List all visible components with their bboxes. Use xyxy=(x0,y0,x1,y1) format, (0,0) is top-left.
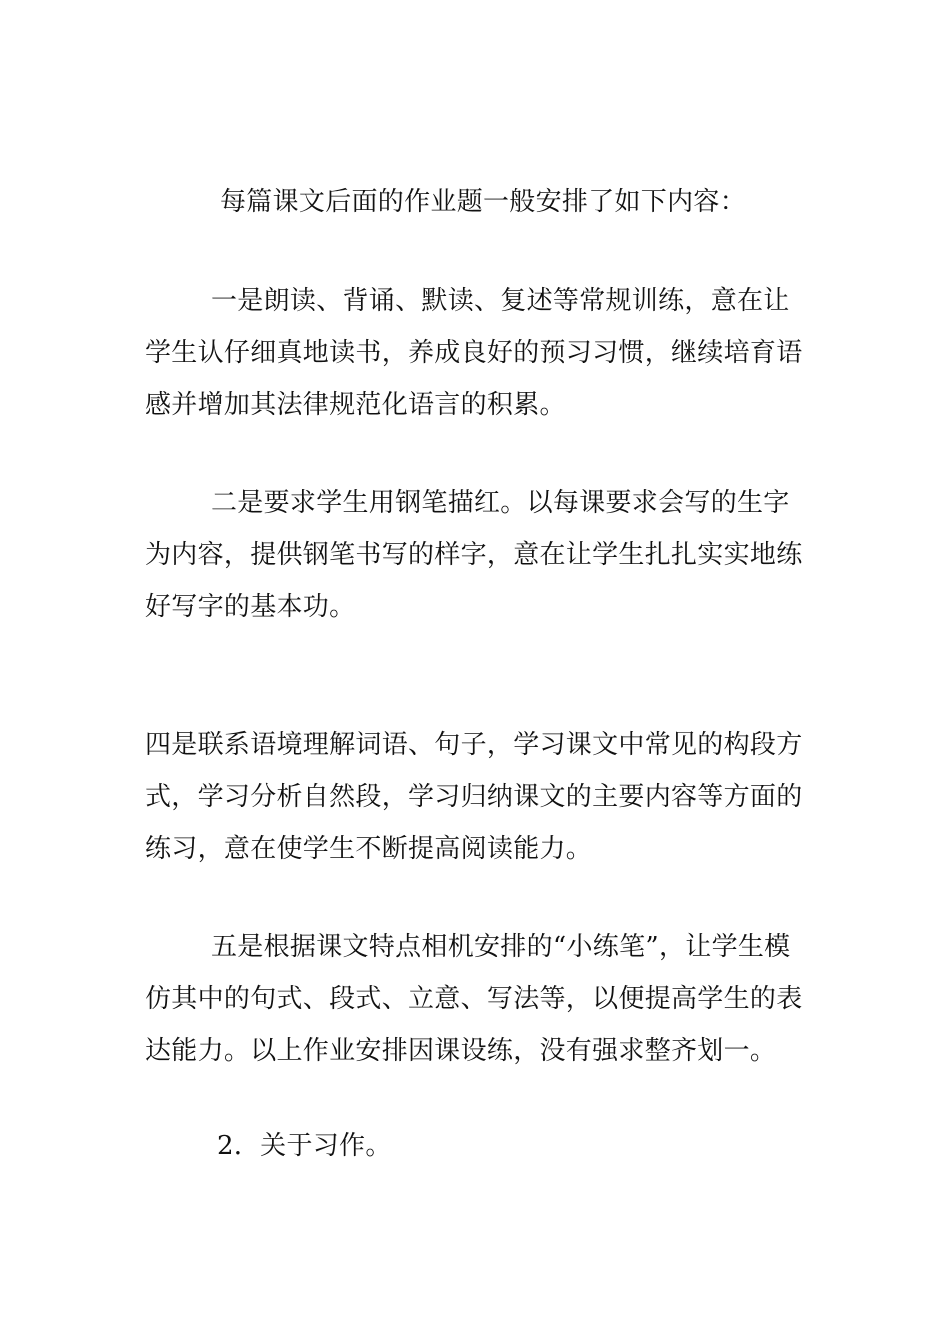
section-heading: 2．关于习作。 xyxy=(217,1131,392,1161)
paragraph-context-understanding: 四是联系语境理解词语、句子，学习课文中常见的构段方式，学习分析自然段，学习归纳课文的主要内容等方面的练习，意在使学生不断提高阅读能力。 xyxy=(145,730,803,864)
paragraph-pen-tracing: 二是要求学生用钢笔描红。以每课要求会写的生字为内容，提供钢笔书写的样字，意在让学生扎扎实实地练好写字的基本功。 xyxy=(145,488,803,622)
intro-line: 每篇课文后面的作业题一般安排了如下内容： xyxy=(220,187,747,217)
paragraph-small-writing-practice: 五是根据课文特点相机安排的“小练笔”，让学生模仿其中的句式、段式、立意、写法等，以便提高学生的表达能力。以上作业安排因课设练，没有强求整齐划一。 xyxy=(145,932,803,1066)
paragraph-reading-training: 一是朗读、背诵、默读、复述等常规训练，意在让学生认仔细真地读书，养成良好的预习习惯，继续培育语感并增加其法律规范化语言的积累。 xyxy=(145,286,803,420)
